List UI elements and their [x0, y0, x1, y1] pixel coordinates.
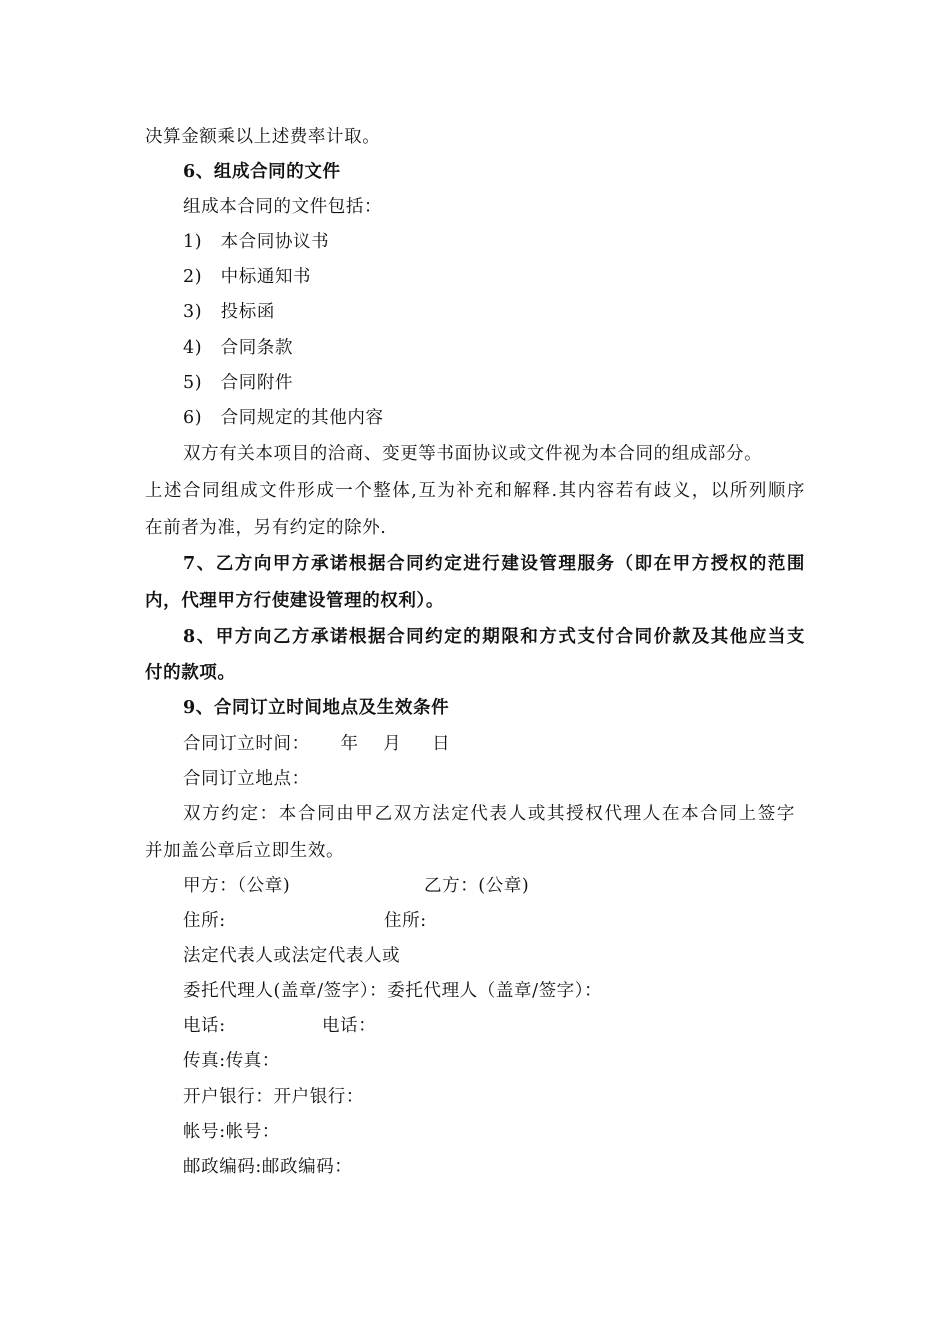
- legal-representative-line: 法定代表人或法定代表人或: [183, 946, 401, 966]
- paragraph-line: 在前者为准，另有约定的除外.: [145, 518, 387, 538]
- section-heading-7-cont: 内，代理甲方行使建设管理的权利）。: [145, 591, 444, 611]
- section-heading-6: 6、组成合同的文件: [183, 162, 341, 182]
- bank-line: 开户银行：开户银行：: [183, 1087, 364, 1107]
- party-a-phone: 电话:: [183, 1016, 226, 1036]
- postcode-line: 邮政编码:邮政编码：: [183, 1157, 353, 1177]
- contract-date-line: 合同订立时间： 年 月 日: [183, 734, 451, 754]
- contract-place-line: 合同订立地点：: [183, 769, 310, 789]
- party-b-seal: 乙方：(公章): [424, 876, 530, 896]
- paragraph-line: 并加盖公章后立即生效。: [145, 841, 345, 861]
- section-heading-7: 7、乙方向甲方承诺根据合同约定进行建设管理服务（即在甲方授权的范围: [183, 554, 805, 574]
- party-a-address: 住所:: [183, 911, 226, 931]
- section-heading-8: 8、甲方向乙方承诺根据合同约定的期限和方式支付合同价款及其他应当支: [183, 627, 805, 647]
- list-item: 2) 中标通知书: [183, 267, 312, 287]
- list-item: 5) 合同附件: [183, 373, 294, 393]
- authorized-agent-line: 委托代理人(盖章/签字）：委托代理人（盖章/签字）：: [183, 981, 603, 1001]
- party-b-phone: 电话：: [322, 1016, 377, 1036]
- list-item: 1) 本合同协议书: [183, 232, 330, 252]
- text-line: 组成本合同的文件包括：: [183, 197, 383, 217]
- list-item: 6) 合同规定的其他内容: [183, 408, 384, 428]
- paragraph-line: 双方有关本项目的洽商、变更等书面协议或文件视为本合同的组成部分。: [183, 444, 763, 464]
- list-item: 3) 投标函: [183, 302, 275, 322]
- party-b-address: 住所:: [384, 911, 427, 931]
- section-heading-8-cont: 付的款项。: [145, 663, 236, 683]
- list-item: 4) 合同条款: [183, 338, 294, 358]
- text-line: 决算金额乘以上述费率计取。: [145, 127, 381, 147]
- paragraph-line: 双方约定：本合同由甲乙双方法定代表人或其授权代理人在本合同上签字: [183, 804, 795, 824]
- paragraph-line: 上述合同组成文件形成一个整体,互为补充和解释.其内容若有歧义，以所列顺序: [145, 481, 805, 501]
- account-line: 帐号:帐号：: [183, 1122, 280, 1142]
- party-a-seal: 甲方：（公章): [183, 876, 291, 896]
- fax-line: 传真:传真：: [183, 1051, 280, 1071]
- section-heading-9: 9、合同订立时间地点及生效条件: [183, 698, 450, 718]
